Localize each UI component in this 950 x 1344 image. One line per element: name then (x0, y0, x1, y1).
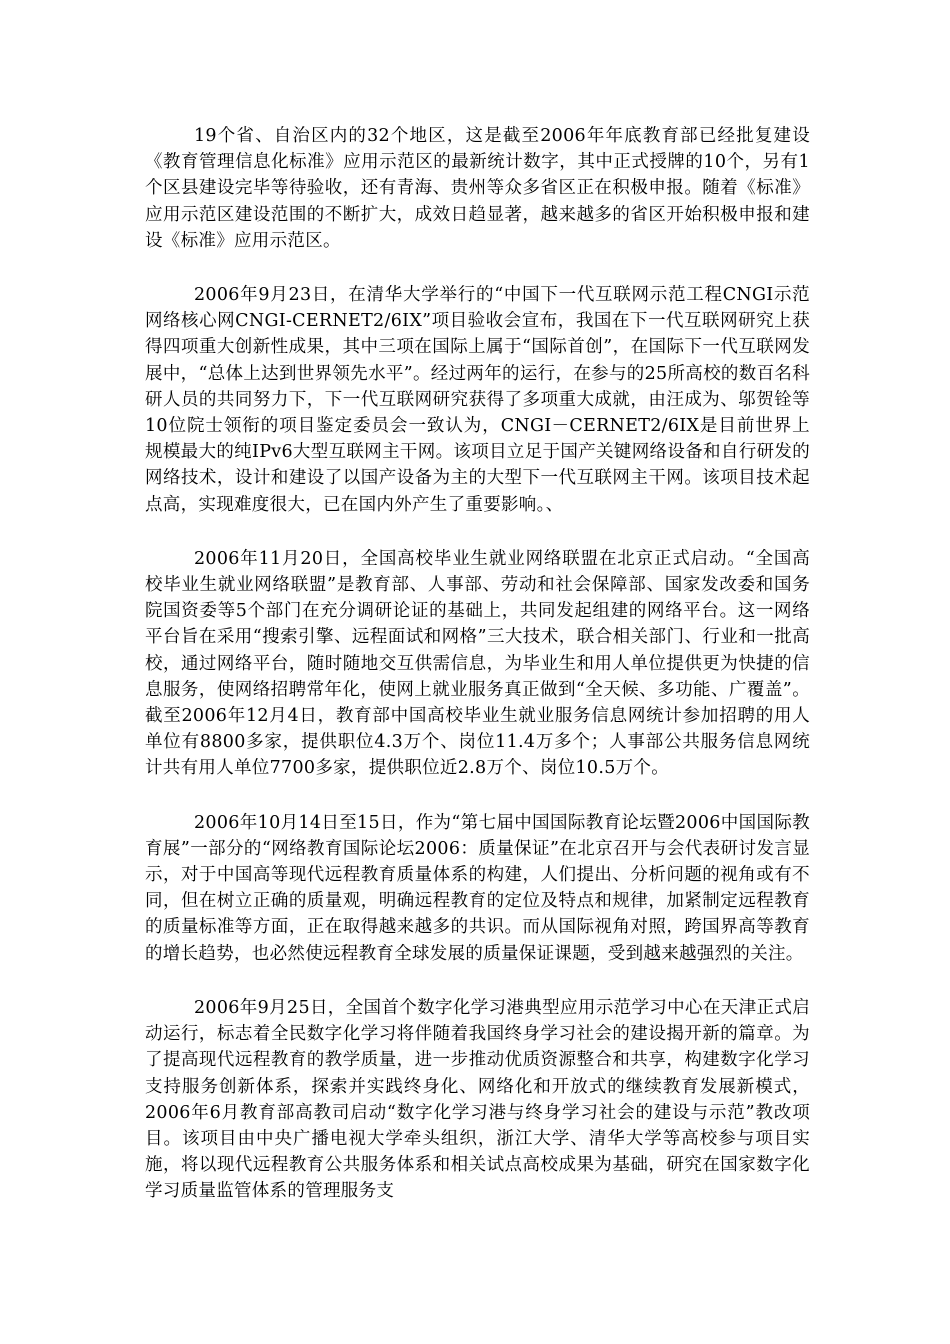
paragraph-demonstration-zones: 19个省、自治区内的32个地区，这是截至2006年年底教育部已经批复建设《教育管理信息化标准》应用示范区的最新统计数字，其中正式授牌的10个，另有1个区县建设完毕等待验收，还有青海、贵州等众多省区正在积极申报。随着《标准》应用示范区建设范围的不断扩大，成效日趋显著，越来越多的省区开始积极申报和建设《标准》应用示范区。 (145, 126, 810, 251)
document-body (145, 123, 810, 1233)
paragraph-employment-network-alliance: 2006年11月20日，全国高校毕业生就业网络联盟在北京正式启动。“全国高校毕业生就业网络联盟”是教育部、人事部、劳动和社会保障部、国家发改委和国务院国资委等5个部门在充分调研论证的基础上，共同发起组建的网络平台。这一网络平台旨在采用“搜索引擎、远程面试和网格”三大技术，联合相关部门、行业和一批高校，通过网络平台，随时随地交互供需信息，为毕业生和用人单位提供更为快捷的信息服务，使网络招聘常年化，使网上就业服务真正做到“全天候、多功能、广覆盖”。截至2006年12月4日，教育部中国高校毕业生就业服务信息网统计参加招聘的用人单位有8800多家，提供职位4.3万个、岗位11.4万多个；人事部公共服务信息网统计共有用人单位7700多家，提供职位近2.8万个、岗位10.5万个。 (145, 548, 810, 779)
paragraph-education-forum: 2006年10月14日至15日，作为“第七届中国国际教育论坛暨2006中国国际教育展”一部分的“网络教育国际论坛2006：质量保证”在北京召开与会代表研讨发言显示，对于中国高等现代远程教育质量体系的构建，人们提出、分析问题的视角或有不同，但在树立正确的质量观，明确远程教育的定位及特点和规律，加紧制定远程教育的质量标准等方面，正在取得越来越多的共识。而从国际视角对照，跨国界高等教育的增长趋势，也必然使远程教育全球发展的质量保证课题，受到越来越强烈的关注。 (145, 812, 810, 964)
paragraph-cngi-cernet2: 2006年9月23日，在清华大学举行的“中国下一代互联网示范工程CNGI示范网络核心网CNGI-CERNET2/6IX”项目验收会宣布，我国在下一代互联网研究上获得四项重大创新性成果，其中三项在国际上属于“国际首创”，在国际下一代互联网发展中，“总体上达到世界领先水平”。经过两年的运行，在参与的25所高校的数百名科研人员的共同努力下，下一代互联网研究获得了多项重大成就，由汪成为、邬贺铨等10位院士领衔的项目鉴定委员会一致认为，CNGI－CERNET2/6IX是目前世界上规模最大的纯IPv6大型互联网主干网。该项目立足于国产关键网络设备和自行研发的网络技术，设计和建设了以国产设备为主的大型下一代互联网主干网。该项目技术起点高，实现难度很大，已在国内外产生了重要影响。、 (145, 285, 810, 515)
paragraph-digital-learning-port: 2006年9月25日，全国首个数字化学习港典型应用示范学习中心在天津正式启动运行，标志着全民数字化学习将伴随着我国终身学习社会的建设揭开新的篇章。为了提高现代远程教育的教学质量，进一步推动优质资源整合和共享，构建数字化学习支持服务创新体系，探索并实践终身化、网络化和开放式的继续教育发展新模式，2006年6月教育部高教司启动“数字化学习港与终身学习社会的建设与示范”教改项目。该项目由中央广播电视大学牵头组织，浙江大学、清华大学等高校参与项目实施，将以现代远程教育公共服务体系和相关试点高校成果为基础，研究在国家数字化学习质量监管体系的管理服务支 (145, 997, 810, 1202)
